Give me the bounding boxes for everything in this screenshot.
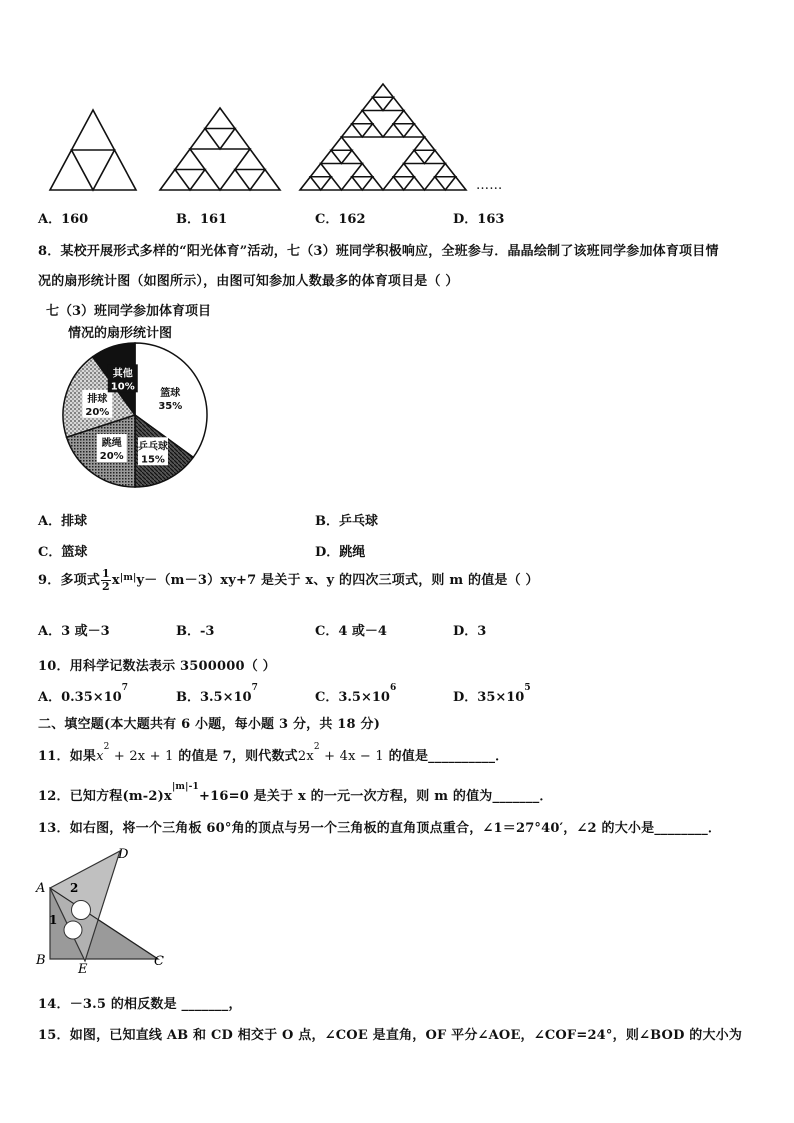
label-c: C bbox=[154, 954, 164, 969]
question-8-line-1: 8．某校开展形式多样的“阳光体育”活动，七（3）班同学积极响应，全班参与．晶晶绘制了该班同学参加体育项目情 bbox=[38, 244, 719, 259]
pie-label-percent-5: 10% bbox=[110, 381, 135, 393]
option-a-text: A．0.35×10 bbox=[38, 690, 122, 705]
option-d: D．3 bbox=[453, 624, 487, 639]
option-c bbox=[315, 683, 397, 705]
variable-x: x bbox=[111, 573, 120, 588]
fraction-numerator: 1 bbox=[102, 567, 110, 580]
question-13: 13．如右图，将一个三角板 60°角的顶点与另一个三角板的直角顶点重合，∠1＝27°40′，∠2 的大小是________． bbox=[38, 821, 722, 836]
option-c-text: C．3.5×10 bbox=[315, 690, 390, 705]
pie-label-percent-2: 15% bbox=[141, 454, 165, 466]
fraction-denominator: 2 bbox=[102, 580, 110, 593]
pie-label-percent-1: 35% bbox=[158, 401, 183, 413]
exponent: |m| bbox=[119, 573, 137, 583]
question-8-line-2: 况的扇形统计图（如图所示），由图可知参加人数最多的体育项目是（ ） bbox=[38, 274, 459, 289]
option-d: D．163 bbox=[453, 212, 505, 227]
question-11-middle: 的值是 7，则代数式 bbox=[173, 749, 298, 764]
angle-1-label: 1 bbox=[49, 913, 58, 927]
pie-label-name-2: 乒乓球 bbox=[137, 441, 168, 453]
label-d: D bbox=[118, 847, 129, 862]
option-d bbox=[453, 683, 531, 705]
pie-chart bbox=[50, 340, 220, 490]
question-10: 10．用科学记数法表示 3500000（ ） bbox=[38, 659, 276, 674]
question-15: 15．如图，已知直线 AB 和 CD 相交于 O 点，∠COE 是直角，OF 平分∠AOE，∠COF=24°，则∠BOD 的大小为 bbox=[38, 1028, 743, 1043]
expression-2-rest: + 4x − 1 bbox=[319, 749, 384, 764]
option-a-exponent: 7 bbox=[121, 683, 128, 693]
label-b: B bbox=[36, 953, 46, 968]
chart-title-line-2: 情况的扇形统计图 bbox=[68, 326, 173, 341]
question-9 bbox=[38, 566, 539, 596]
question-9-rest: y－（m－3）xy+7 是关于 x、y 的四次三项式，则 m 的值是（ ） bbox=[136, 573, 539, 588]
option-d: D．跳绳 bbox=[315, 545, 366, 560]
pie-label-percent-3: 20% bbox=[99, 451, 124, 463]
angle-2-label: 2 bbox=[70, 881, 79, 895]
expression-1-exponent: 2 bbox=[103, 742, 110, 752]
pie-label-name-4: 排球 bbox=[87, 393, 108, 405]
question-11-prefix: 11．如果 bbox=[38, 749, 97, 764]
option-c: C．4 或－4 bbox=[315, 624, 387, 639]
label-e: E bbox=[78, 962, 88, 977]
option-d-text: D．35×10 bbox=[453, 690, 525, 705]
pie-label-name-3: 跳绳 bbox=[101, 438, 122, 450]
option-a: A．3 或－3 bbox=[38, 624, 110, 639]
section-heading: 二、填空题(本大题共有 6 小题，每小题 3 分，共 18 分) bbox=[38, 717, 381, 732]
option-b-exponent: 7 bbox=[251, 683, 258, 693]
option-c: C．篮球 bbox=[38, 545, 88, 560]
option-b: B．乒乓球 bbox=[315, 514, 378, 529]
ellipsis: …… bbox=[476, 178, 503, 193]
option-a: A．160 bbox=[38, 212, 89, 227]
question-14: 14．－3.5 的相反数是 _______， bbox=[38, 997, 242, 1012]
question-12 bbox=[38, 782, 553, 804]
fraction bbox=[101, 568, 111, 593]
option-b: B．161 bbox=[176, 212, 228, 227]
option-b bbox=[176, 683, 258, 705]
expression-1-rest: + 2x + 1 bbox=[109, 749, 174, 764]
expression-1-base: x bbox=[96, 749, 104, 764]
option-c: C．162 bbox=[315, 212, 366, 227]
option-a bbox=[38, 683, 128, 705]
sierpinski-figures bbox=[40, 80, 480, 196]
option-c-exponent: 6 bbox=[389, 683, 397, 693]
pie-label-name-1: 篮球 bbox=[160, 388, 181, 400]
option-a: A．排球 bbox=[38, 514, 88, 529]
option-d-exponent: 5 bbox=[524, 683, 531, 693]
chart-title-line-1: 七（3）班同学参加体育项目 bbox=[46, 304, 212, 319]
question-12-rest: +16=0 是关于 x 的一元一次方程，则 m 的值为_______． bbox=[199, 789, 553, 804]
expression-2-exponent: 2 bbox=[313, 742, 320, 752]
question-11 bbox=[38, 742, 509, 764]
question-12-prefix: 12．已知方程(m-2)x bbox=[38, 789, 172, 804]
question-9-prefix: 9．多项式 bbox=[38, 573, 101, 588]
label-a: A bbox=[36, 881, 46, 896]
pie-label-percent-4: 20% bbox=[85, 406, 110, 418]
option-b: B．-3 bbox=[176, 624, 215, 639]
exponent: |m|-1 bbox=[171, 782, 200, 792]
option-b-text: B．3.5×10 bbox=[176, 690, 252, 705]
expression-2-base: 2x bbox=[297, 749, 314, 764]
pie-label-name-5: 其他 bbox=[112, 368, 133, 380]
question-11-suffix: 的值是__________． bbox=[383, 749, 509, 764]
triangle-board-figure bbox=[30, 842, 180, 977]
